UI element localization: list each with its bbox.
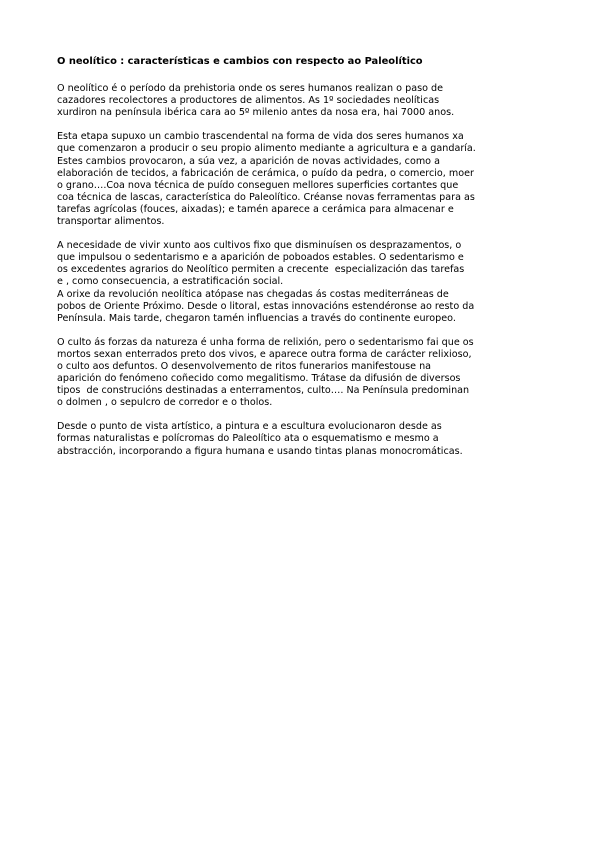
text-line: transportar alimentos. bbox=[57, 216, 165, 228]
text-line: Estes cambios provocaron, a súa vez, a aparición de novas actividades, como a bbox=[57, 155, 440, 167]
text-line: A orixe da revolución neolítica atópase nas chegadas ás costas mediterráneas de bbox=[57, 288, 449, 300]
text-line: os excedentes agrarios do Neolítico permiten a crecente especialización das tarefas bbox=[57, 264, 465, 276]
paragraph bbox=[57, 240, 547, 325]
text-line: o grano….Coa nova técnica de puído conseguen mellores superficies cortantes que bbox=[57, 179, 459, 191]
text-line: O culto ás forzas da natureza é unha forma de relixión, pero o sedentarismo fai que os bbox=[57, 336, 474, 348]
paragraph bbox=[57, 421, 547, 457]
text-line: O neolítico é o período da prehistoria onde os seres humanos realizan o paso de bbox=[57, 83, 443, 95]
text-line: que impulsou o sedentarismo e a aparición de poboados estables. O sedentarismo e bbox=[57, 252, 464, 264]
text-line: coa técnica de lascas, característica do Paleolítico. Créanse novas ferramentas para as bbox=[57, 191, 475, 203]
paragraph bbox=[57, 83, 547, 119]
text-line: pobos de Oriente Próximo. Desde o litoral, estas innovacións estendéronse ao resto da bbox=[57, 300, 475, 312]
text-line: formas naturalistas e polícromas do Paleolítico ata o esquematismo e mesmo a bbox=[57, 433, 439, 445]
text-line: mortos sexan enterrados preto dos vivos, e aparece outra forma de carácter relixioso, bbox=[57, 348, 472, 360]
text-line: Península. Mais tarde, chegaron tamén influencias a través do continente europeo. bbox=[57, 312, 456, 324]
text-line: e , como consecuencia, a estratificación social. bbox=[57, 276, 284, 288]
text-line: aparición do fenómeno coñecido como megalitismo. Trátase da difusión de diversos bbox=[57, 373, 461, 385]
paragraph bbox=[57, 337, 547, 410]
text-line: que comenzaron a producir o seu propio alimento mediante a agricultura e a gandaría. bbox=[57, 143, 476, 155]
text-line: xurdiron na península ibérica cara ao 5º milenio antes da nosa era, hai 7000 anos. bbox=[57, 107, 455, 119]
text-line: o culto aos defuntos. O desenvolvemento de ritos funerarios manifestouse na bbox=[57, 360, 432, 372]
text-line: cazadores recolectores a productores de alimentos. As 1º sociedades neolíticas bbox=[57, 95, 440, 107]
document-title: O neolítico : características e cambios con respecto ao Paleolítico bbox=[57, 56, 423, 67]
text-line: tarefas agrícolas (fouces, aixadas); e tamén aparece a cerámica para almacenar e bbox=[57, 203, 454, 215]
text-line: A necesidade de vivir xunto aos cultivos fixo que disminuísen os desprazamentos, o bbox=[57, 240, 462, 252]
text-line: tipos de construcións destinadas a enterramentos, culto…. Na Península predominan bbox=[57, 385, 470, 397]
text-line: abstracción, incorporando a figura humana e usando tintas planas monocromáticas. bbox=[57, 445, 463, 457]
paragraph bbox=[57, 131, 547, 228]
text-line: o dolmen , o sepulcro de corredor e o tholos. bbox=[57, 397, 273, 409]
text-line: Esta etapa supuxo un cambio trascendental na forma de vida dos seres humanos xa bbox=[57, 131, 464, 143]
text-line: elaboración de tecidos, a fabricación de cerámica, o puído da pedra, o comercio, moer bbox=[57, 167, 474, 179]
text-line: Desde o punto de vista artístico, a pintura e a escultura evolucionaron desde as bbox=[57, 421, 442, 433]
document-body bbox=[57, 56, 547, 470]
